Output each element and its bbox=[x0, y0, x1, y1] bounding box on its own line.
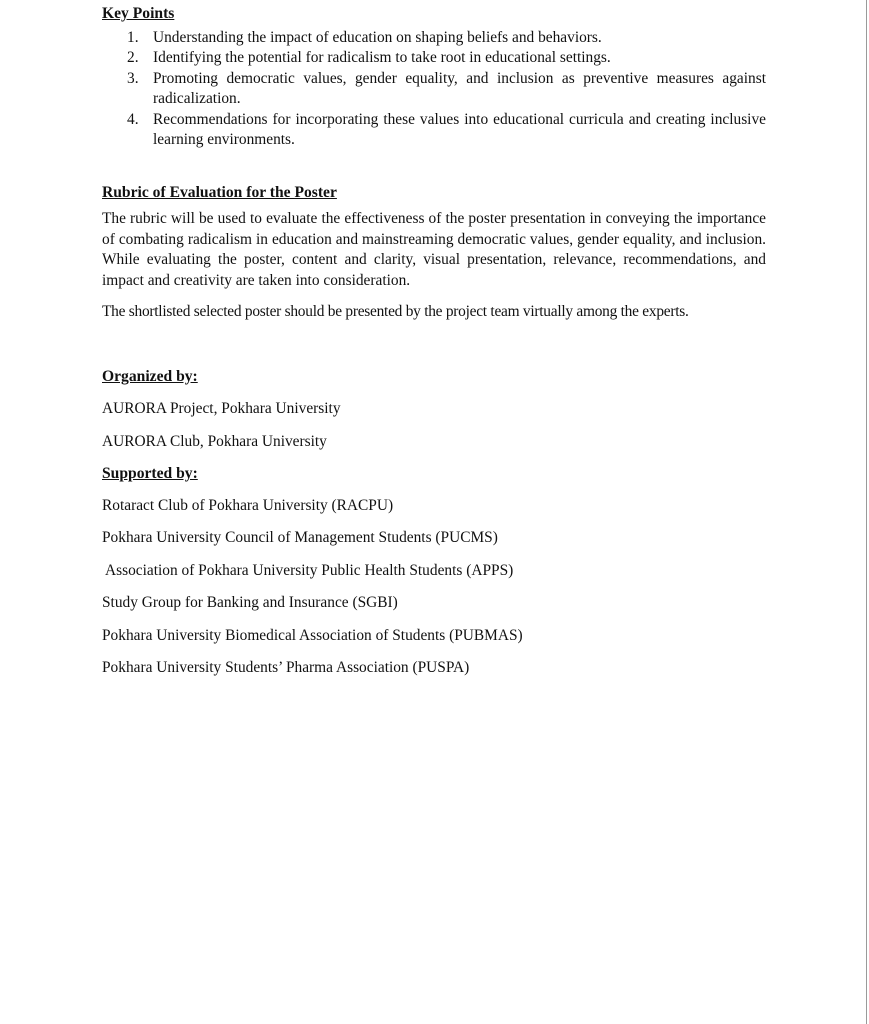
key-point-text: Promoting democratic values, gender equality, and inclusion as preventive measures against radicalization. bbox=[153, 69, 766, 107]
key-point-item bbox=[102, 69, 766, 110]
rubric-paragraph: The rubric will be used to evaluate the effectiveness of the poster presentation in conveying the importance of combating radicalism in education and mainstreaming democratic values, gender equality, and inclusion. While evaluating the poster, content and clarity, visual presentation, relevance, recommendations, and impact and creativity are taken into consideration. bbox=[102, 210, 766, 289]
key-point-item bbox=[102, 48, 766, 69]
key-point-item bbox=[102, 110, 766, 151]
rubric-note-paragraph: The shortlisted selected poster should be presented by the project team virtually among the experts. bbox=[102, 303, 689, 320]
key-point-number: 3. bbox=[127, 69, 139, 87]
supporter-item: Pokhara University Council of Management Students (PUCMS) bbox=[102, 529, 498, 546]
key-point-number: 2. bbox=[127, 49, 139, 66]
supported-by-heading: Supported by: bbox=[102, 465, 198, 482]
supporter-item: Rotaract Club of Pokhara University (RACPU) bbox=[102, 496, 394, 514]
page-edge-divider bbox=[866, 0, 867, 1024]
supporter-item: Association of Pokhara University Public Health Students (APPS) bbox=[102, 561, 514, 579]
document-content bbox=[102, 4, 766, 679]
key-point-text: Recommendations for incorporating these values into educational curricula and creating inclusive learning environments. bbox=[153, 110, 766, 148]
supporter-item: Pokhara University Students’ Pharma Association (PUSPA) bbox=[102, 659, 470, 676]
organized-by-heading: Organized by: bbox=[102, 367, 198, 385]
key-point-number: 4. bbox=[127, 110, 139, 128]
rubric-heading: Rubric of Evaluation for the Poster bbox=[102, 183, 337, 201]
key-point-item bbox=[102, 28, 766, 49]
key-point-text: Understanding the impact of education on shaping beliefs and behaviors. bbox=[153, 28, 602, 46]
organizer-item: AURORA Project, Pokhara University bbox=[102, 400, 341, 417]
supporter-item: Pokhara University Biomedical Association of Students (PUBMAS) bbox=[102, 626, 523, 644]
key-points-list bbox=[102, 28, 766, 151]
supporter-item: Study Group for Banking and Insurance (SGBI) bbox=[102, 594, 398, 611]
key-point-text: Identifying the potential for radicalism to take root in educational settings. bbox=[153, 49, 611, 66]
organizer-item: AURORA Club, Pokhara University bbox=[102, 432, 327, 450]
key-point-number: 1. bbox=[127, 28, 139, 46]
key-points-heading: Key Points bbox=[102, 5, 175, 22]
